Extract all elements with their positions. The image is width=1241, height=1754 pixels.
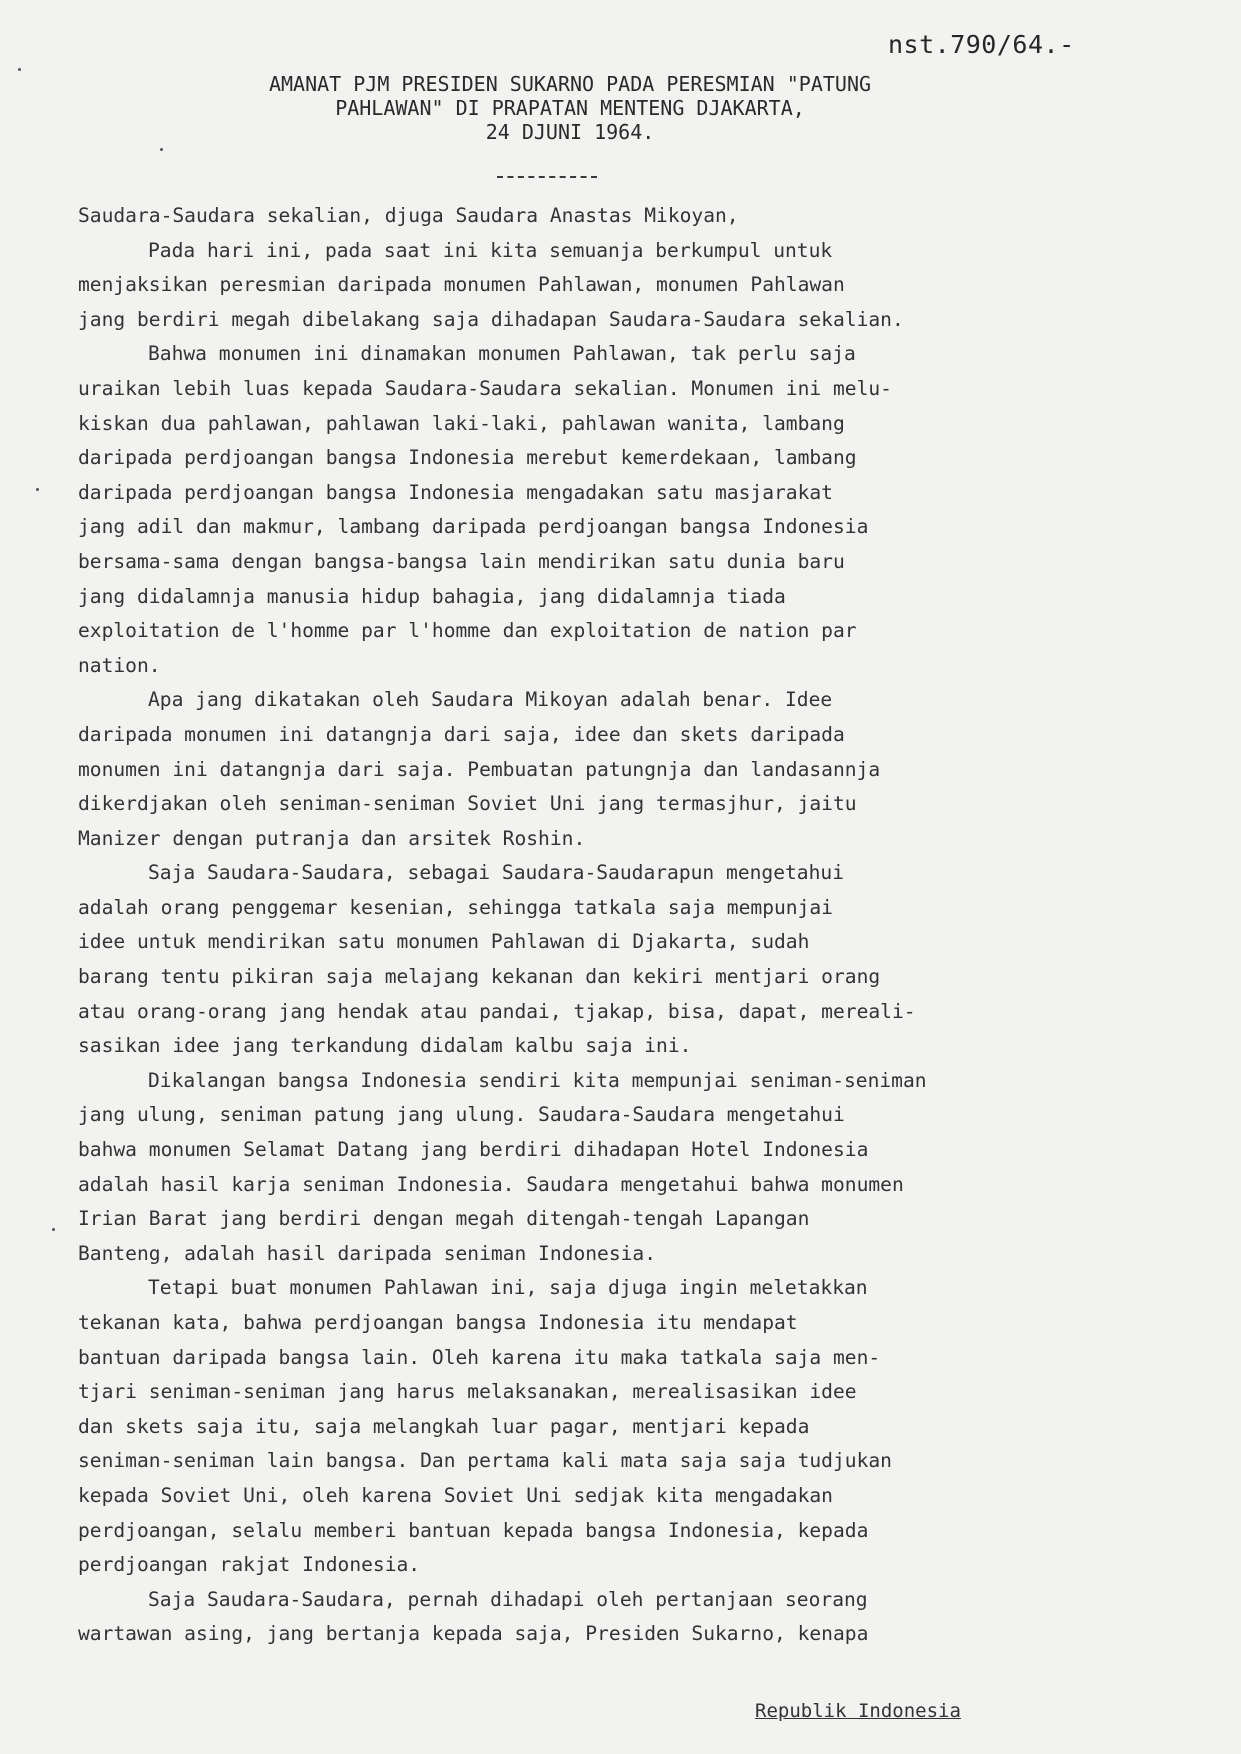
text-line: Saja Saudara-Saudara, sebagai Saudara-Saudarapun mengetahui <box>148 861 844 885</box>
text-line: kiskan dua pahlawan, pahlawan laki-laki, pahlawan wanita, lambang <box>78 411 845 435</box>
text-line: sasikan idee jang terkandung didalam kalbu saja ini. <box>78 1034 692 1058</box>
text-line: exploitation de l'homme par l'homme dan exploitation de nation par <box>78 619 857 643</box>
text-line: Bahwa monumen ini dinamakan monumen Pahlawan, tak perlu saja <box>148 342 856 366</box>
speech-title <box>160 72 980 144</box>
text-line: jang adil dan makmur, lambang daripada perdjoangan bangsa Indonesia <box>78 515 869 539</box>
paper-speck <box>18 68 21 71</box>
title-line-2: PAHLAWAN" DI PRAPATAN MENTENG DJAKARTA, <box>335 96 805 120</box>
text-line: tekanan kata, bahwa perdjoangan bangsa Indonesia itu mendapat <box>78 1311 798 1334</box>
text-line: atau orang-orang jang hendak atau pandai, tjakap, bisa, dapat, mereali- <box>78 999 916 1023</box>
text-line: Apa jang dikatakan oleh Saudara Mikoyan adalah benar. Idee <box>148 688 833 712</box>
text-line: seniman-seniman lain bangsa. Dan pertama kali mata saja saja tudjukan <box>78 1449 892 1473</box>
text-line: Tetapi buat monumen Pahlawan ini, saja djuga ingin meletakkan <box>148 1276 868 1300</box>
text-line: jang berdiri megah dibelakang saja dihadapan Saudara-Saudara sekalian. <box>78 307 904 331</box>
text-line: bersama-sama dengan bangsa-bangsa lain mendirikan satu dunia baru <box>78 549 845 573</box>
text-line: dan skets saja itu, saja melangkah luar pagar, mentjari kepada <box>78 1414 810 1438</box>
text-line: daripada perdjoangan bangsa Indonesia mengadakan satu masjarakat <box>78 480 833 504</box>
paper-speck <box>52 1228 55 1231</box>
text-line: Manizer dengan putranja dan arsitek Roshin. <box>78 826 586 850</box>
footer-stamp: Republik Indonesia <box>755 1700 961 1722</box>
title-line-3: 24 DJUNI 1964. <box>485 120 655 144</box>
title-divider <box>497 176 597 178</box>
text-line: Saja Saudara-Saudara, pernah dihadapi oleh pertanjaan seorang <box>148 1587 868 1611</box>
text-line: jang ulung, seniman patung jang ulung. Saudara-Saudara mengetahui <box>78 1103 845 1127</box>
archive-number: nst.790/64.- <box>888 30 1075 59</box>
text-line: dikerdjakan oleh seniman-seniman Soviet Uni jang termasjhur, jaitu <box>78 792 857 816</box>
text-line: daripada monumen ini datangnja dari saja, idee dan skets daripada <box>78 722 845 746</box>
text-line: daripada perdjoangan bangsa Indonesia merebut kemerdekaan, lambang <box>78 446 857 470</box>
text-line: Pada hari ini, pada saat ini kita semuanja berkumpul untuk <box>148 238 833 262</box>
text-line: perdjoangan, selalu memberi bantuan kepada bangsa Indonesia, kepada <box>78 1518 869 1542</box>
text-line: bahwa monumen Selamat Datang jang berdiri dihadapan Hotel Indonesia <box>78 1138 869 1162</box>
text-line: adalah orang penggemar kesenian, sehingga tatkala saja mempunjai <box>78 895 833 919</box>
text-line: tjari seniman-seniman jang harus melaksanakan, merealisasikan idee <box>78 1380 857 1404</box>
text-line: Saudara-Saudara sekalian, djuga Saudara Anastas Mikoyan, <box>78 204 739 227</box>
text-line: Banteng, adalah hasil daripada seniman Indonesia. <box>78 1241 657 1265</box>
text-line: uraikan lebih luas kepada Saudara-Saudara sekalian. Monumen ini melu- <box>78 376 892 400</box>
text-line: menjaksikan peresmian daripada monumen Pahlawan, monumen Pahlawan <box>78 273 845 297</box>
text-line: jang didalamnja manusia hidup bahagia, jang didalamnja tiada <box>78 584 786 608</box>
text-line: kepada Soviet Uni, oleh karena Soviet Uni sedjak kita mengadakan <box>78 1483 833 1507</box>
text-line: perdjoangan rakjat Indonesia. <box>78 1553 421 1577</box>
text-line: wartawan asing, jang bertanja kepada saja, Presiden Sukarno, kenapa <box>78 1622 869 1646</box>
text-line: nation. <box>78 653 161 677</box>
text-line: barang tentu pikiran saja melajang kekanan dan kekiri mentjari orang <box>78 965 881 989</box>
text-line: monumen ini datangnja dari saja. Pembuatan patungnja dan landasannja <box>78 757 881 781</box>
title-line-1: AMANAT PJM PRESIDEN SUKARNO PADA PERESMIAN "PATUNG <box>268 72 872 96</box>
paper-speck <box>160 148 163 151</box>
text-line: idee untuk mendirikan satu monumen Pahlawan di Djakarta, sudah <box>78 930 810 954</box>
text-line: Irian Barat jang berdiri dengan megah ditengah-tengah Lapangan <box>78 1207 810 1231</box>
text-line: bantuan daripada bangsa lain. Oleh karena itu maka tatkala saja men- <box>78 1345 881 1369</box>
text-line: adalah hasil karja seniman Indonesia. Saudara mengetahui bahwa monumen <box>78 1172 904 1196</box>
speech-body <box>78 199 1078 1652</box>
paper-speck <box>36 488 39 491</box>
text-line: Dikalangan bangsa Indonesia sendiri kita mempunjai seniman-seniman <box>148 1068 927 1092</box>
